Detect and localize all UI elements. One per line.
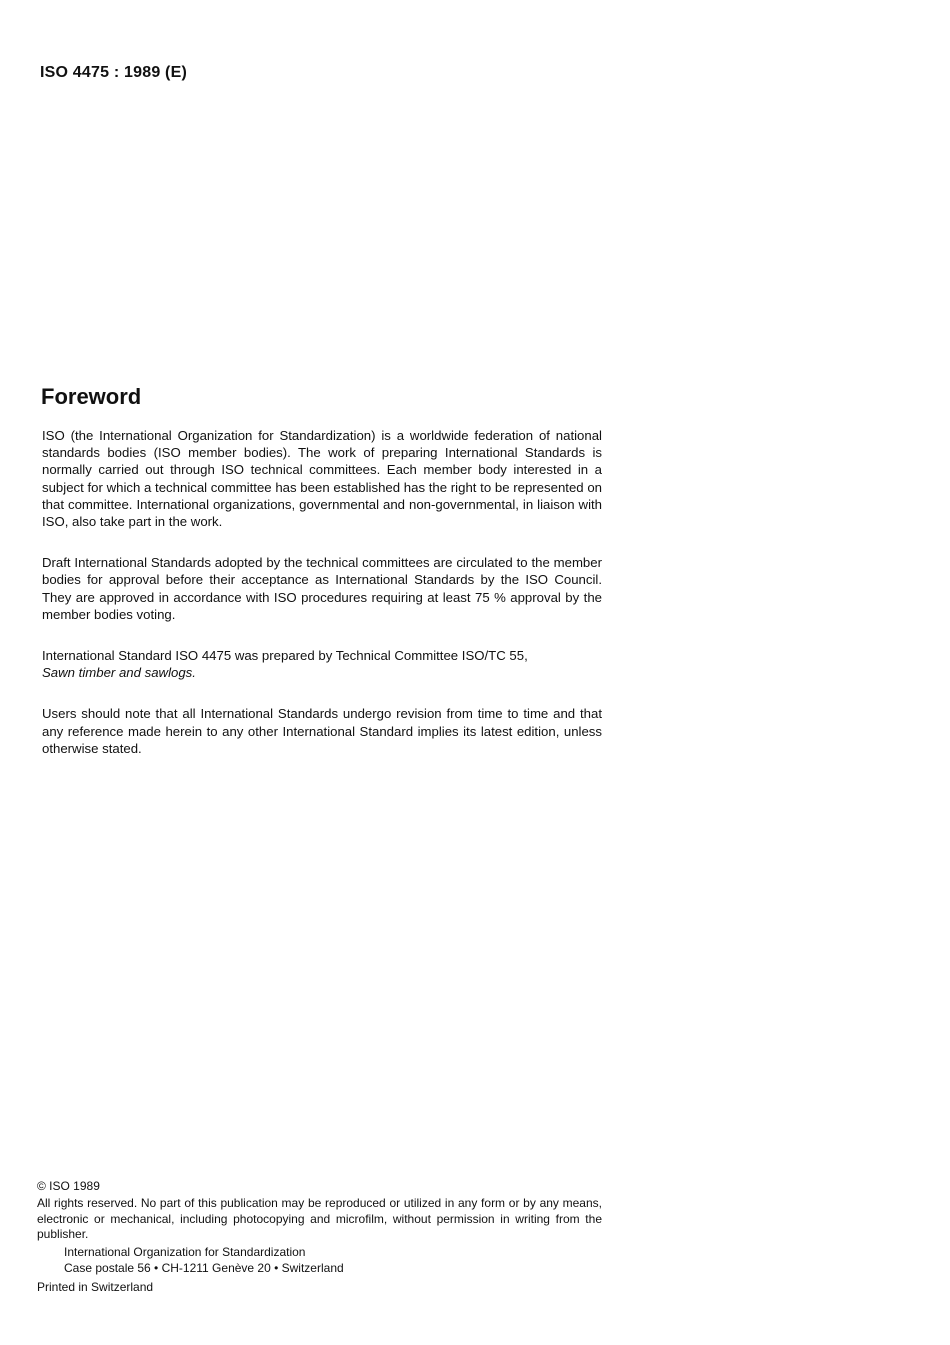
foreword-paragraph-2: Draft International Standards adopted by the technical committees are circulated to the member bodies for approval before their acceptance as International Standards by the ISO Council. They are approved in accordance with ISO procedures requiring at least 75 % approval by the member bodies voting. bbox=[42, 555, 602, 622]
foreword-paragraph-3-text: International Standard ISO 4475 was prepared by Technical Committee ISO/TC 55, bbox=[42, 648, 528, 664]
foreword-paragraph-1: ISO (the International Organization for Standardization) is a worldwide federation of national standards bodies (ISO member bodies). The work of preparing International Standards is normally carried out through ISO technical committees. Each member body interested in a subject for which a technical committee has been established has the right to be represented on that committee. International organizations, governmental and non-governmental, in liaison with ISO, also take part in the work. bbox=[42, 428, 602, 530]
foreword-paragraph-3 bbox=[42, 647, 602, 681]
foreword-paragraph-4: Users should note that all International Standards undergo revision from time to time and that any reference made herein to any other International Standard implies its latest edition, unless otherwise stated. bbox=[42, 706, 602, 756]
printed-location: Printed in Switzerland bbox=[37, 1279, 154, 1294]
rights-statement: All rights reserved. No part of this publication may be reproduced or utilized in any form or by any means, electronic or mechanical, including photocopying and microfilm, without permission in writing from the publisher. bbox=[37, 1195, 602, 1242]
committee-title: Sawn timber and sawlogs. bbox=[42, 665, 196, 681]
copyright-notice: © ISO 1989 bbox=[37, 1179, 100, 1193]
organization-address: Case postale 56 • CH-1211 Genève 20 • Switzerland bbox=[64, 1260, 344, 1275]
foreword-title: Foreword bbox=[41, 384, 142, 409]
organization-name: International Organization for Standardization bbox=[64, 1245, 306, 1260]
copyright-footer bbox=[37, 1179, 602, 1296]
document-id: ISO 4475 : 1989 (E) bbox=[40, 64, 187, 81]
foreword-body bbox=[42, 427, 602, 781]
